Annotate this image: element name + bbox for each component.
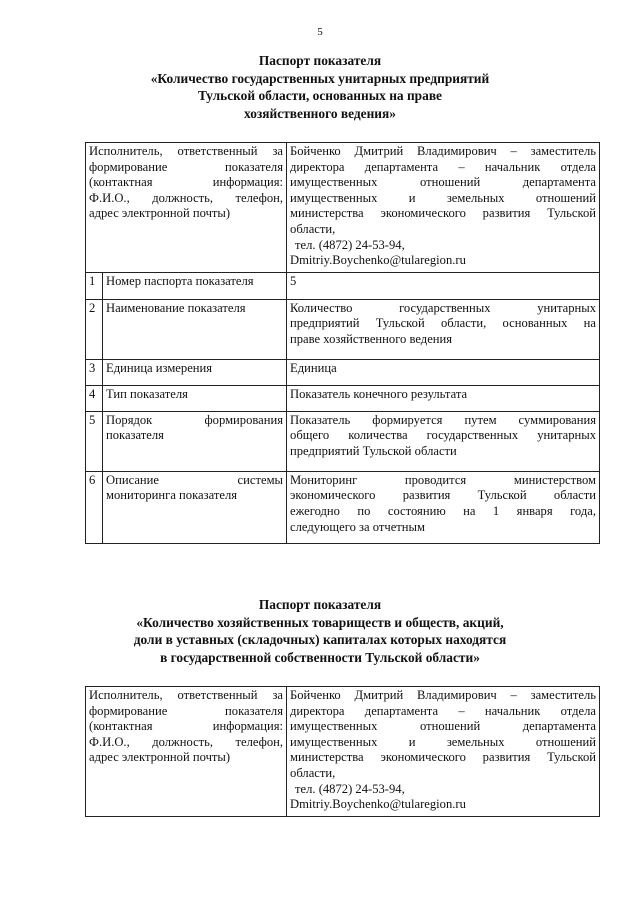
row-value: Единица [287,359,600,385]
row-value: 5 [287,272,600,299]
table-row [86,272,600,299]
row-label: Единица измерения [103,359,287,385]
heading-line: Тульской области, основанных на праве [197,88,443,103]
executor-row [86,143,600,273]
passport-table-2 [85,686,600,817]
row-number: 2 [86,299,103,359]
heading-line: Паспорт показателя [258,53,382,68]
heading-line: в государственной собственности Тульской области» [160,649,480,665]
passport-table-1 [85,142,600,544]
row-label: Номер паспорта показателя [103,272,287,299]
row-number: 3 [86,359,103,385]
heading-line: хозяйственного ведения» [244,105,396,121]
table-row [86,471,600,543]
page-number: 5 [317,26,323,38]
row-value: Показатель формируется путем суммирования общего количества государственных унитарных предприятий Тульской области [287,411,600,471]
executor-row [86,687,600,817]
table-row [86,299,600,359]
row-label: Наименование показателя [103,299,287,359]
row-label: Тип показателя [103,385,287,411]
table-row [86,359,600,385]
row-value: Мониторинг проводится министерством экономического развития Тульской области ежегодно по состоянию на 1 января года, следующего за отчетным [287,471,600,543]
heading-line: «Количество государственных унитарных предприятий [150,70,490,86]
heading-line: «Количество хозяйственных товариществ и обществ, акций, [136,614,504,630]
passport-heading-2 [0,596,640,666]
row-number: 5 [86,411,103,471]
row-value: Показатель конечного результата [287,385,600,411]
passport-heading-1 [0,52,640,122]
heading-line: доли в уставных (складочных) капиталах которых находятся [133,632,507,647]
row-label: Порядок формирования показателя [103,411,287,471]
row-label: Описание системы мониторинга показателя [103,471,287,543]
row-value: Количество государственных унитарных предприятий Тульской области, основанных на праве хозяйственного ведения [287,299,600,359]
executor-label: Исполнитель, ответственный за формирование показателя (контактная информация: Ф.И.О., должность, телефон, адрес электронной почты) [86,143,287,273]
table-row [86,411,600,471]
table-row [86,385,600,411]
executor-value: Бойченко Дмитрий Владимирович – заместитель директора департамента – начальник отдела имущественных отношений департамента имущественных и земельных отношений министерства экономического развития Тульской области, тел. (4872) 24-53-94, Dmitriy.Boychenko@tularegion.ru [287,143,600,273]
row-number: 6 [86,471,103,543]
executor-value: Бойченко Дмитрий Владимирович – заместитель директора департамента – начальник отдела имущественных отношений департамента имущественных и земельных отношений министерства экономического развития Тульской области, тел. (4872) 24-53-94, Dmitriy.Boychenko@tularegion.ru [287,687,600,817]
row-number: 1 [86,272,103,299]
row-number: 4 [86,385,103,411]
heading-line: Паспорт показателя [258,597,382,612]
executor-label: Исполнитель, ответственный за формирование показателя (контактная информация: Ф.И.О., должность, телефон, адрес электронной почты) [86,687,287,817]
